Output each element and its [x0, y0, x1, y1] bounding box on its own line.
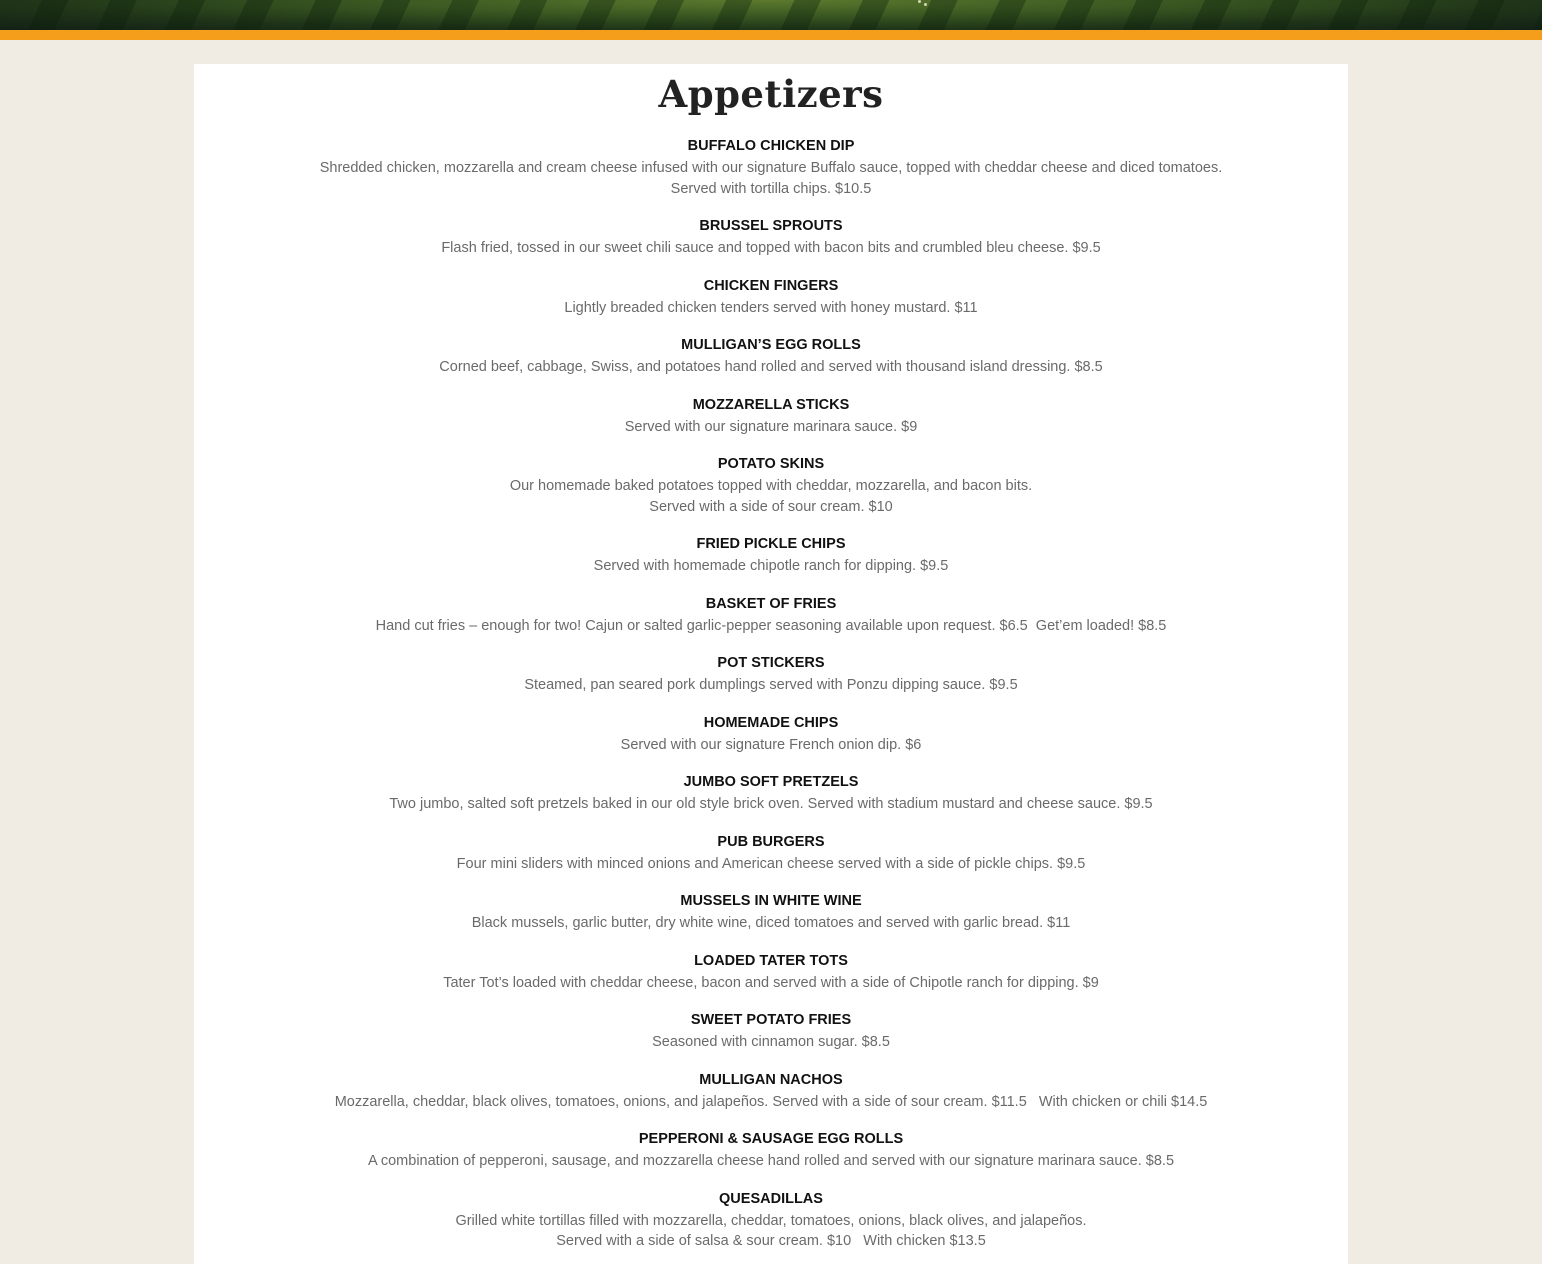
menu-item-description-line: Corned beef, cabbage, Swiss, and potatoes hand rolled and served with thousand island dressing. $8.5	[439, 359, 1103, 375]
menu-item-description	[194, 298, 1348, 319]
menu-item	[194, 892, 1348, 934]
menu-item-list	[194, 137, 1348, 1252]
menu-item-spacer	[194, 696, 1348, 714]
menu-item-name: CHICKEN FINGERS	[703, 277, 839, 294]
menu-item-spacer	[194, 755, 1348, 773]
menu-item	[194, 336, 1348, 378]
menu-item-name: POT STICKERS	[717, 655, 825, 671]
menu-item-spacer	[194, 1172, 1348, 1190]
menu-item-name: PEPPERONI & SAUSAGE EGG ROLLS	[638, 1131, 904, 1147]
menu-item-spacer	[194, 1053, 1348, 1071]
menu-item-description-line: Served with a side of salsa & sour cream. $10 With chicken $13.5	[556, 1233, 986, 1249]
menu-item-description-line: Grilled white tortillas filled with mozzarella, cheddar, tomatoes, onions, black olives, and jalapeños.	[455, 1212, 1087, 1229]
menu-item-description-line: Tater Tot’s loaded with cheddar cheese, bacon and served with a side of Chipotle ranch for dipping. $9	[443, 974, 1099, 991]
menu-item-description-line: Black mussels, garlic butter, dry white wine, diced tomatoes and served with garlic bread. $11	[471, 915, 1071, 931]
menu-item-description-line: Served with our signature French onion dip. $6	[620, 736, 922, 753]
accent-divider	[0, 30, 1542, 40]
menu-item-description	[194, 675, 1348, 696]
menu-item	[194, 654, 1348, 696]
menu-item-spacer	[194, 874, 1348, 892]
menu-item-description-line: Served with tortilla chips. $10.5	[670, 180, 872, 197]
menu-item	[194, 595, 1348, 637]
menu-item-description-line: Lightly breaded chicken tenders served with honey mustard. $11	[564, 299, 978, 316]
menu-item-name: PUB BURGERS	[717, 833, 825, 850]
menu-item-spacer	[194, 815, 1348, 833]
menu-item-description-line: Shredded chicken, mozzarella and cream cheese infused with our signature Buffalo sauce, topped with cheddar cheese and diced tomatoes.	[319, 160, 1223, 176]
menu-item-spacer	[194, 259, 1348, 277]
menu-item	[194, 455, 1348, 517]
menu-item-spacer	[194, 934, 1348, 952]
menu-item	[194, 773, 1348, 815]
menu-item-spacer	[194, 318, 1348, 336]
menu-card	[194, 64, 1348, 1264]
menu-item	[194, 217, 1348, 259]
hero-banner-image	[0, 0, 1542, 30]
menu-item-description	[194, 357, 1348, 378]
menu-item-description	[194, 913, 1348, 934]
menu-item-description-line: Hand cut fries – enough for two! Cajun or salted garlic-pepper seasoning available upon request. $6.5 Get’em loaded! $8.5	[375, 617, 1167, 634]
menu-item-name: MOZZARELLA STICKS	[692, 396, 850, 413]
menu-item-description-line: Four mini sliders with minced onions and American cheese served with a side of pickle chips. $9.5	[456, 855, 1086, 872]
menu-item-name: SWEET POTATO FRIES	[690, 1012, 852, 1028]
menu-item-description	[194, 417, 1348, 438]
menu-item-spacer	[194, 577, 1348, 595]
menu-item	[194, 1011, 1348, 1053]
menu-item	[194, 952, 1348, 994]
menu-item	[194, 277, 1348, 319]
menu-item-description-line: Flash fried, tossed in our sweet chili sauce and topped with bacon bits and crumbled bleu cheese. $9.5	[441, 240, 1101, 256]
menu-item-description	[194, 238, 1348, 259]
menu-item	[194, 1071, 1348, 1113]
menu-item-description-line: Served with a side of sour cream. $10	[649, 498, 893, 515]
menu-item-spacer	[194, 199, 1348, 217]
menu-item-description-line: A combination of pepperoni, sausage, and mozzarella cheese hand rolled and served with our signature marinara sauce. $8.5	[367, 1153, 1175, 1169]
menu-item-name: BUFFALO CHICKEN DIP	[687, 138, 855, 154]
section-title: Appetizers	[658, 72, 884, 116]
menu-item-name: MUSSELS IN WHITE WINE	[680, 893, 862, 909]
menu-item-description-line: Seasoned with cinnamon sugar. $8.5	[652, 1034, 890, 1050]
menu-item-name: MULLIGAN NACHOS	[699, 1071, 843, 1088]
menu-item-name: BASKET OF FRIES	[705, 595, 837, 612]
menu-item-description	[194, 158, 1348, 199]
menu-item-spacer	[194, 437, 1348, 455]
menu-item-description-line: Served with homemade chipotle ranch for dipping. $9.5	[593, 558, 949, 574]
menu-item	[194, 137, 1348, 199]
menu-item-name: JUMBO SOFT PRETZELS	[683, 774, 859, 790]
menu-item-name: MULLIGAN’S EGG ROLLS	[681, 337, 861, 353]
menu-item-name: LOADED TATER TOTS	[694, 952, 848, 969]
menu-item-spacer	[194, 636, 1348, 654]
menu-item-name: BRUSSEL SPROUTS	[699, 218, 843, 234]
hero-image-detail	[918, 0, 921, 3]
menu-item-description	[194, 1211, 1348, 1252]
menu-item-description-line: Our homemade baked potatoes topped with cheddar, mozzarella, and bacon bits.	[509, 478, 1033, 494]
menu-item	[194, 1130, 1348, 1172]
menu-item-name: FRIED PICKLE CHIPS	[696, 536, 846, 552]
menu-item-description	[194, 556, 1348, 577]
menu-item-spacer	[194, 993, 1348, 1011]
menu-item-name: POTATO SKINS	[717, 456, 825, 472]
menu-item-description-line: Two jumbo, salted soft pretzels baked in our old style brick oven. Served with stadium mustard and cheese sauce. $9.5	[389, 796, 1153, 812]
menu-item-spacer	[194, 378, 1348, 396]
menu-item-name: QUESADILLAS	[719, 1190, 823, 1207]
menu-item	[194, 1190, 1348, 1252]
menu-item-description	[194, 476, 1348, 517]
menu-item-name: HOMEMADE CHIPS	[703, 714, 839, 731]
menu-item	[194, 396, 1348, 438]
menu-item-description	[194, 854, 1348, 875]
menu-item-spacer	[194, 1112, 1348, 1130]
menu-item-description	[194, 794, 1348, 815]
hero-image-detail	[924, 3, 927, 6]
menu-item-description	[194, 1032, 1348, 1053]
menu-item	[194, 833, 1348, 875]
menu-item	[194, 714, 1348, 756]
menu-item-description	[194, 973, 1348, 994]
menu-item-description	[194, 1151, 1348, 1172]
menu-item-description-line: Steamed, pan seared pork dumplings served with Ponzu dipping sauce. $9.5	[524, 677, 1018, 693]
menu-item-spacer	[194, 517, 1348, 535]
menu-item-description	[194, 735, 1348, 756]
menu-item-description	[194, 1092, 1348, 1113]
menu-item-description-line: Mozzarella, cheddar, black olives, tomatoes, onions, and jalapeños. Served with a side of sour cream. $11.5 With chicken or chili $14.5	[334, 1093, 1208, 1110]
menu-item	[194, 535, 1348, 577]
menu-item-description-line: Served with our signature marinara sauce. $9	[624, 418, 918, 435]
menu-item-description	[194, 616, 1348, 637]
